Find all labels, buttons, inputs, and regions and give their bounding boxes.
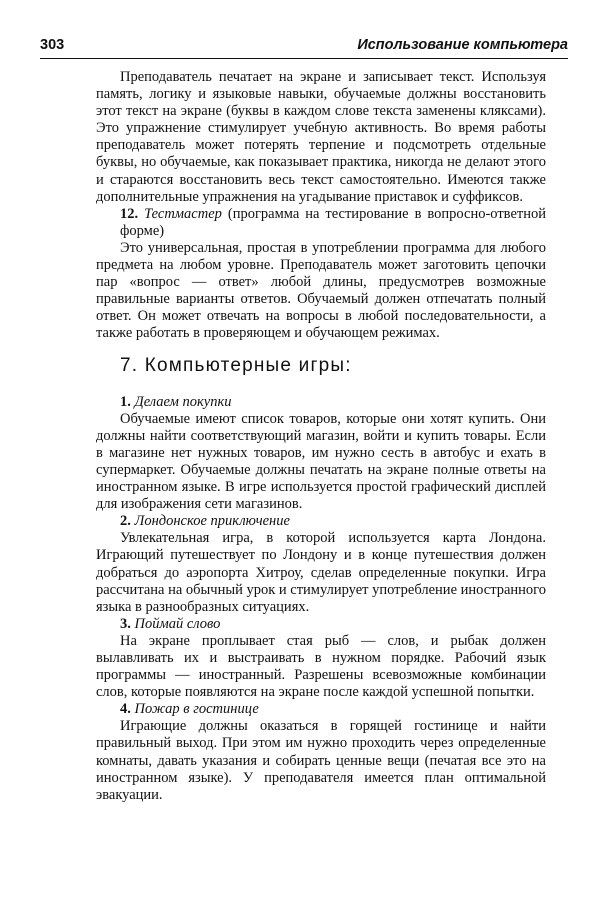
game-description: Играющие должны оказаться в горящей гостинице и найти правильный выход. При этом им нужно проходить через определенные комнаты, давать указания и собирать ценные вещи (печатая все это на иностранном языке). У преподавателя имеется план оптимальной эвакуации. (96, 718, 546, 803)
game-item (96, 701, 546, 718)
page-body (96, 69, 546, 804)
game-title: Пожар в гостинице (134, 701, 259, 718)
game-number: 4. (120, 701, 131, 718)
item-description: (программа на тестирование в вопросно-ответной форме) (120, 205, 546, 239)
running-title: Использование компьютера (357, 37, 568, 53)
item-number: 12. (120, 205, 139, 222)
page-number: 303 (40, 37, 65, 53)
game-item (96, 394, 546, 411)
game-title: Делаем покупки (134, 393, 232, 410)
header-rule (40, 58, 568, 59)
game-item (96, 513, 546, 530)
section-heading: 7. Компьютерные игры: (120, 354, 352, 376)
game-title: Лондонское приключение (134, 513, 290, 530)
page-header (40, 37, 568, 53)
item-title: Тестмастер (144, 205, 222, 222)
game-description: Увлекательная игра, в которой используется карта Лондона. Играющий путешествует по Лондону и в конце путешествия должен добраться до аэропорта Хитроу, сделав определенные покупки. Игра рассчитана на обычный урок и стимулирует употребление иностранного языка в разнообразных ситуациях. (96, 530, 547, 615)
game-number: 3. (120, 615, 131, 632)
game-title: Поймай слово (134, 615, 221, 632)
list-item-12 (96, 206, 546, 240)
game-number: 1. (120, 393, 131, 410)
game-description: На экране проплывает стая рыб — слов, и рыбак должен вылавливать их и выстраивать в нужном порядке. Рабочий язык программы — иностранный. Разрешены всевозможные комбинации слов, которые появляются на экране после каждой успешной попытки. (96, 632, 546, 701)
game-item (96, 616, 546, 633)
paragraph: Это универсальная, простая в употреблении программа для любого предмета на любом уровне. Преподаватель может заготовить цепочки пар «вопрос — ответ» любой длины, предусмотрев возможные правильные варианты ответов. Обучаемый должен отпечатать полный ответ. Он может отвечать на вопросы в любой последовательности, а также работать в проверяющем и обучающем режимах. (96, 239, 546, 342)
game-number: 2. (120, 513, 131, 530)
paragraph: Преподаватель печатает на экране и записывает текст. Используя память, логику и языковые навыки, обучаемые должны восстановить этот текст на экране (буквы в каждом слове текста заменены кляксами). Это упражнение стимулирует учебную активность. Во время работы преподаватель может потерять терпение и подсмотреть отдельные буквы, но обучаемые, как показывает практика, никогда не делают этого и стараются восстановить весь текст самостоятельно. Имеются также дополнительные упражнения на угадывание приставок и суффиксов. (96, 69, 546, 205)
game-description: Обучаемые имеют список товаров, которые они хотят купить. Они должны найти соответствующий магазин, войти и купить товары. Если в магазине нет нужных товаров, им нужно сесть в автобус и ехать в супермаркет. Обучаемые должны печатать на экране полные ответы на иностранном языке. В игре используется простой графический дисплей для изображения сети магазинов. (96, 410, 546, 513)
